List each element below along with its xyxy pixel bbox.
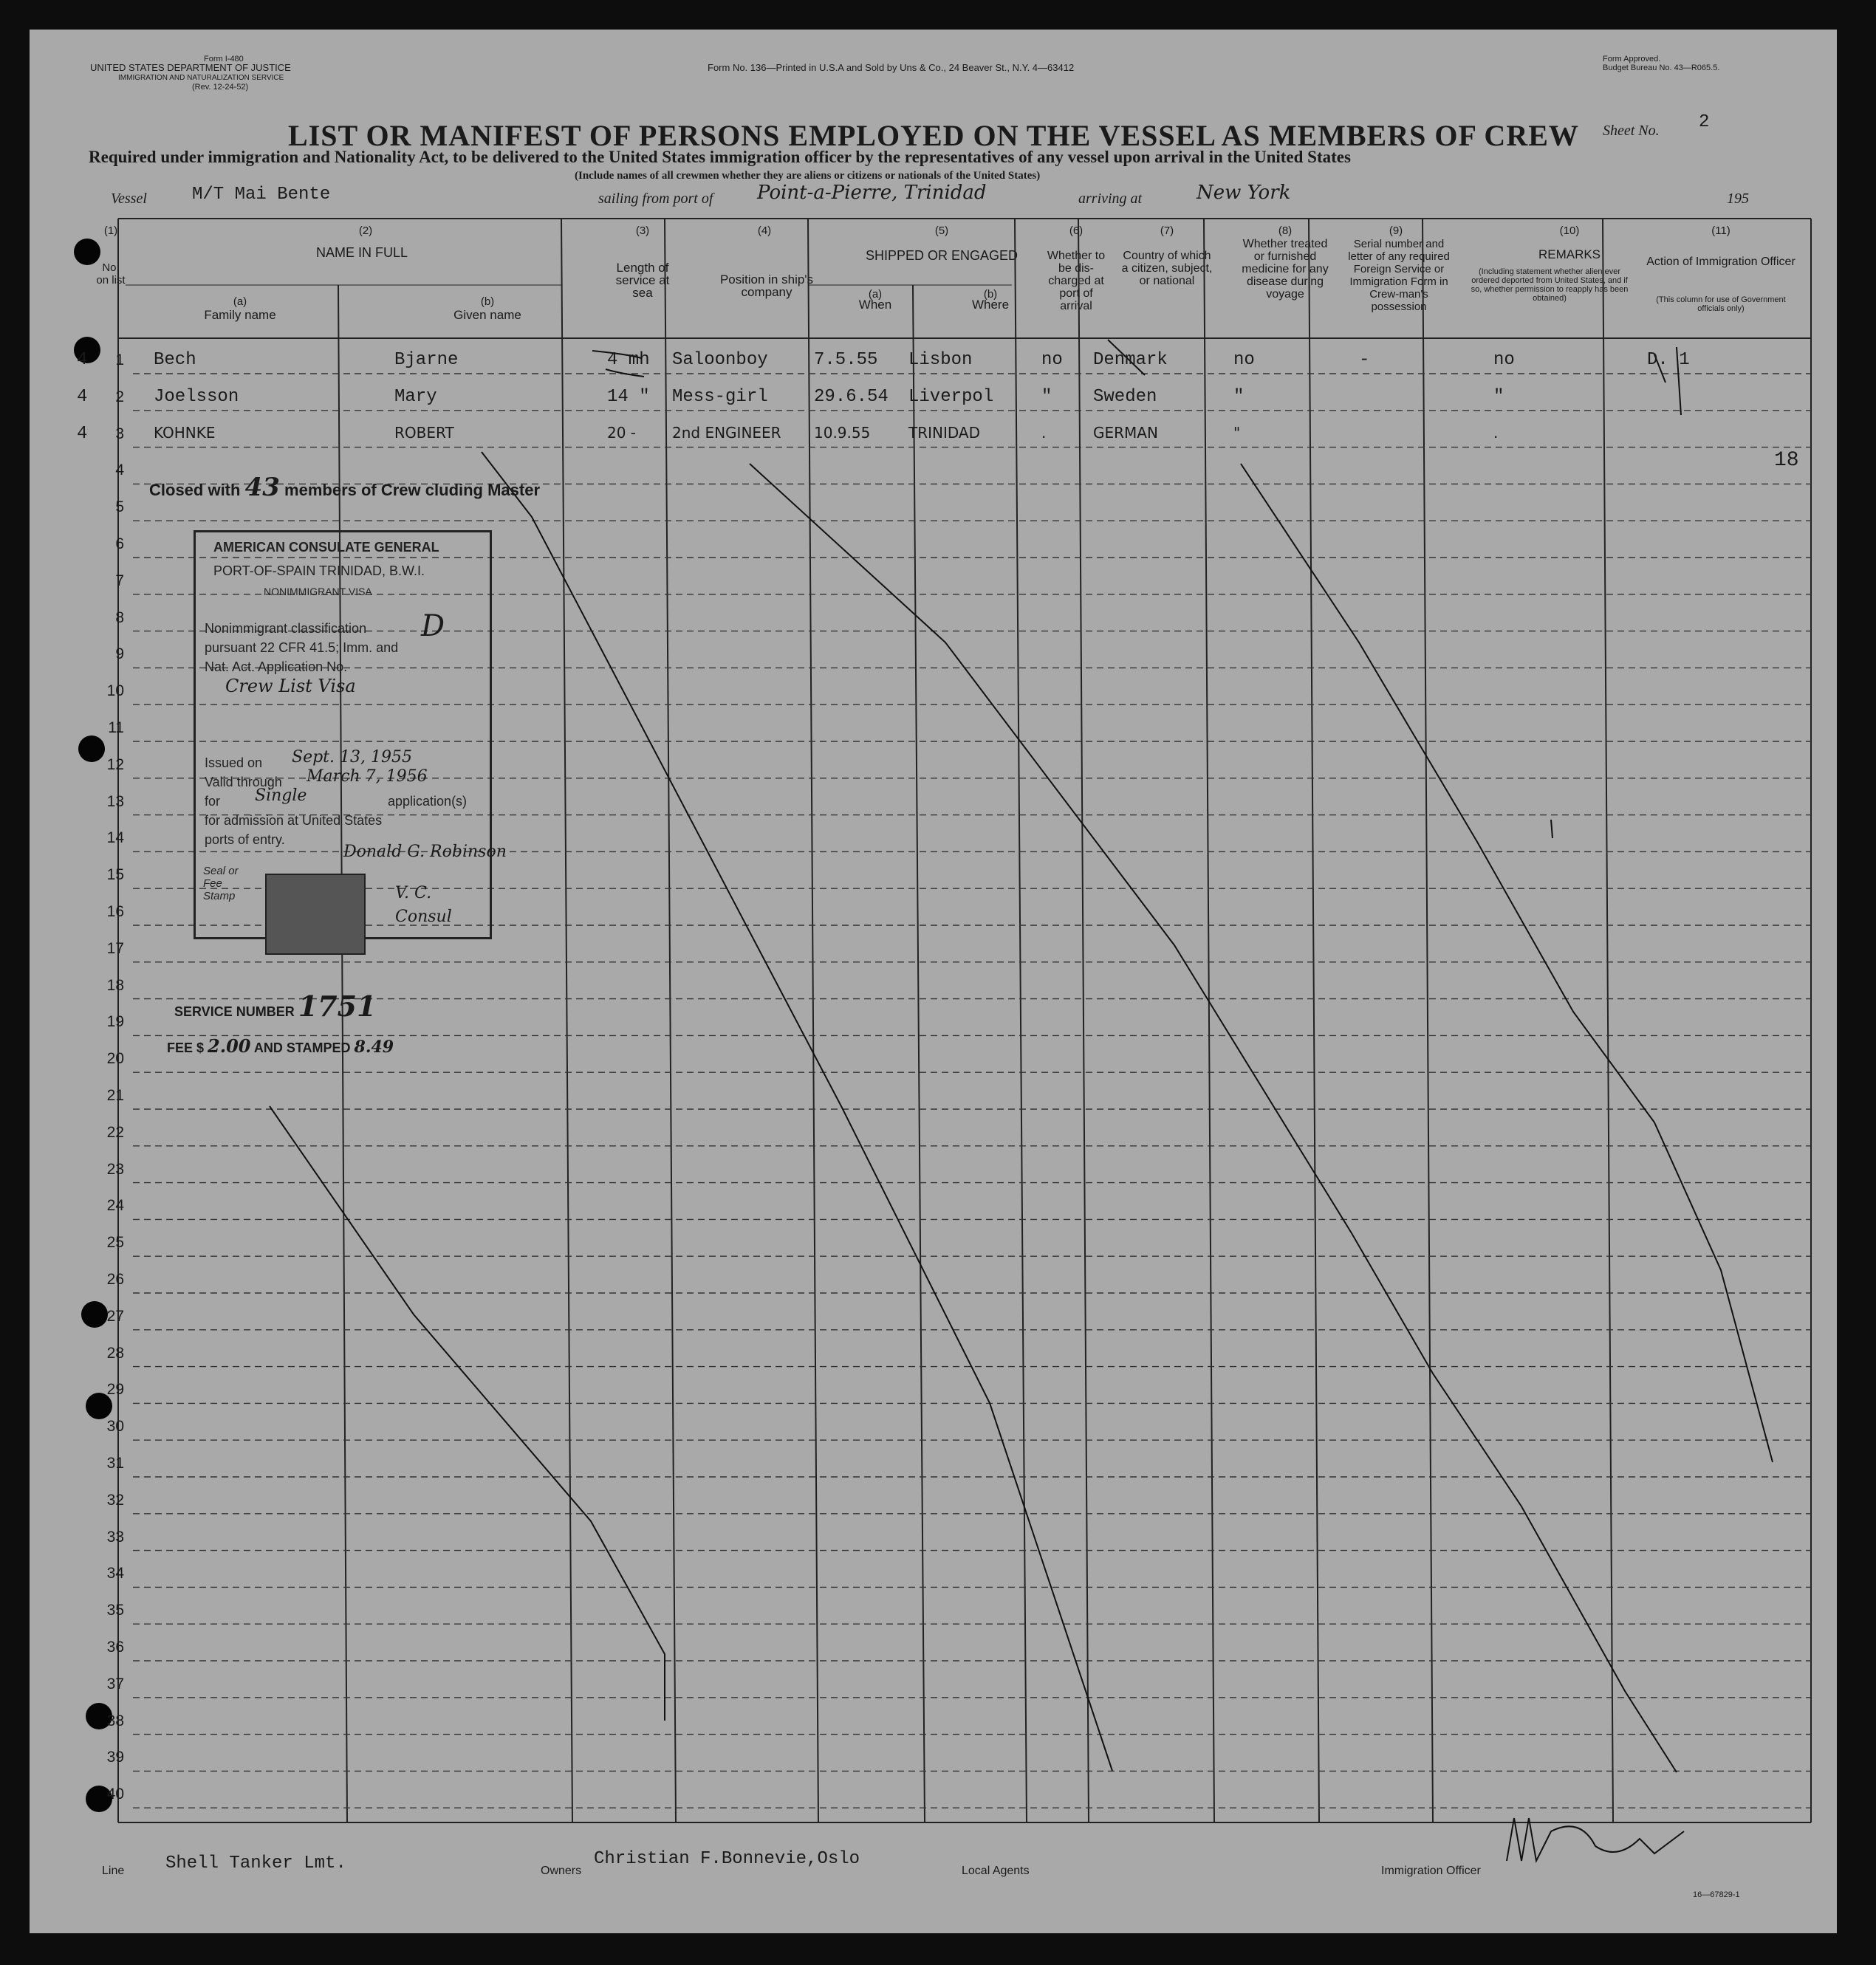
table-grid <box>30 30 1837 1933</box>
row-number: 27 <box>106 1307 124 1325</box>
row-number: 15 <box>106 866 124 884</box>
fee-paid: AND STAMPED <box>253 1040 351 1055</box>
col2b-header: Given name <box>453 308 521 322</box>
col9-number: (9) <box>1389 224 1403 237</box>
vessel-label: Vessel <box>111 191 147 207</box>
row-number: 5 <box>115 498 124 516</box>
country: GERMAN <box>1093 424 1158 442</box>
col10-header: REMARKS <box>1538 247 1601 261</box>
row-number: 26 <box>106 1271 124 1288</box>
sheet-number: 2 <box>1699 112 1710 132</box>
shipped-where: Lisbon <box>908 350 973 370</box>
row-number: 11 <box>108 719 124 736</box>
stamp-consul: Consul <box>395 908 452 926</box>
col5b-number: (b) <box>983 288 998 301</box>
revision-line: (Rev. 12-24-52) <box>192 83 249 92</box>
margin-mark: 18 <box>1774 449 1799 472</box>
col11-note: (This column for use of Government officials only) <box>1656 295 1786 313</box>
row-number: 33 <box>106 1528 124 1546</box>
medicine: no <box>1233 350 1255 370</box>
col1-header: No. on list <box>96 261 126 287</box>
family-name: KOHNKE <box>154 424 216 442</box>
closing-prefix: Closed with <box>149 481 241 499</box>
row-number: 31 <box>106 1455 124 1472</box>
col2-number: (2) <box>358 224 373 237</box>
stamp-valid-label: Valid through <box>205 775 282 789</box>
col6-number: (6) <box>1069 224 1084 237</box>
row-number: 22 <box>106 1123 124 1141</box>
col3-header: Length of service at sea <box>615 261 670 300</box>
service-length: 20 - <box>607 424 637 442</box>
position: 2nd ENGINEER <box>672 424 781 442</box>
row-number: 40 <box>106 1786 124 1803</box>
line-value: Shell Tanker Lmt. <box>165 1853 346 1873</box>
col8-number: (8) <box>1278 224 1293 237</box>
closing-suffix: members of Crew <box>284 481 421 499</box>
row-prefix: 4 <box>77 350 88 370</box>
row-number: 34 <box>106 1565 124 1582</box>
given-name: ROBERT <box>394 424 454 442</box>
year-label: 195 <box>1727 191 1749 207</box>
form-id: Form I-480 <box>204 55 244 64</box>
service-line: IMMIGRATION AND NATURALIZATION SERVICE <box>118 74 284 82</box>
col7-number: (7) <box>1160 224 1174 237</box>
given-name: Mary <box>394 387 437 407</box>
row-number: 7 <box>115 572 124 589</box>
col10-number: (10) <box>1559 224 1580 237</box>
stamp-valid: March 7, 1956 <box>307 767 428 786</box>
subtitle-note: (Include names of all crewmen whether they are aliens or citizens or nationals of the United States) <box>575 170 1041 182</box>
row-number: 1 <box>115 351 124 368</box>
fee-label: FEE $ <box>167 1040 205 1055</box>
immigration-officer-label: Immigration Officer <box>1381 1865 1481 1877</box>
row-number: 14 <box>106 829 124 847</box>
row-number: 17 <box>106 939 124 957</box>
col11-header: Action of Immigration Officer <box>1646 256 1795 268</box>
remarks: " <box>1493 387 1504 407</box>
fee-extra: 8.49 <box>354 1038 394 1057</box>
stamp-signature: Donald G. Robinson <box>343 843 507 861</box>
row-number: 32 <box>106 1491 124 1509</box>
shipped-where: Liverpol <box>908 387 994 407</box>
family-name: Joelsson <box>154 387 239 407</box>
stamp-vice: V. C. <box>395 884 432 902</box>
row-number: 35 <box>106 1602 124 1619</box>
stamp-line1: AMERICAN CONSULATE GENERAL <box>213 540 439 555</box>
form-approved: Form Approved. <box>1603 55 1661 64</box>
col5-number: (5) <box>934 224 949 237</box>
col7-header: Country of which a citizen, subject, or national <box>1121 250 1213 287</box>
row-number: 10 <box>106 682 124 700</box>
row-number: 20 <box>106 1050 124 1068</box>
stamp-application: application(s) <box>388 794 468 809</box>
col5a-number: (a) <box>868 288 883 301</box>
col5-header: SHIPPED OR ENGAGED <box>865 248 1019 263</box>
stamp-line6: Nat. Act. Application No. <box>205 659 348 674</box>
officer-signature <box>1566 1825 1637 1837</box>
service-number: 1751 <box>298 990 377 1023</box>
serial-number: - <box>1359 350 1370 370</box>
stamp-seal-label: Seal or Fee Stamp <box>203 865 239 902</box>
page-title: LIST OR MANIFEST OF PERSONS EMPLOYED ON THE VESSEL AS MEMBERS OF CREW <box>288 119 1579 152</box>
subtitle: Required under immigration and Nationality Act, to be delivered to the United States immigration officer by the representatives of any vessel upon arrival in the United States <box>89 148 1351 166</box>
row-number: 3 <box>115 425 124 442</box>
col10-note: (Including statement whether alien ever ordered deported from United States, and if so, whether permission to reapply has been obtained) <box>1471 267 1629 303</box>
row-number: 30 <box>106 1418 124 1436</box>
row-number: 38 <box>106 1712 124 1729</box>
row-number: 6 <box>115 535 124 552</box>
discharged: no <box>1041 350 1063 370</box>
sailing-port: Point-a-Pierre, Trinidad <box>757 182 987 204</box>
country: Sweden <box>1093 387 1157 407</box>
closing-count: 43 <box>244 473 280 502</box>
row-number: 16 <box>106 903 124 920</box>
stamp-ports: ports of entry. <box>205 832 285 847</box>
col2a-header: Family name <box>204 308 276 322</box>
closing-suffix2: cluding Master <box>425 481 541 499</box>
col2b-number: (b) <box>480 295 495 308</box>
medicine: " <box>1233 387 1245 407</box>
shipped-where: TRINIDAD <box>908 424 981 442</box>
officer-action: D. 1 <box>1647 350 1690 370</box>
family-name: Bech <box>154 350 196 370</box>
row-number: 24 <box>106 1197 124 1215</box>
given-name: Bjarne <box>394 350 459 370</box>
position: Mess-girl <box>672 387 768 407</box>
stamp-issued: Sept. 13, 1955 <box>292 748 412 767</box>
printer-line: Form No. 136—Printed in U.S.A and Sold by Uns & Co., 24 Beaver St., N.Y. 4—63412 <box>708 62 1075 73</box>
owners-label: Owners <box>541 1865 582 1877</box>
stamp-for-label: for <box>205 794 221 809</box>
row-number: 36 <box>106 1639 124 1656</box>
row-number: 13 <box>106 792 124 810</box>
owners-value: Christian F.Bonnevie,Oslo <box>594 1849 860 1869</box>
fee-line <box>167 1035 394 1057</box>
shipped-when: 29.6.54 <box>814 387 889 407</box>
position: Saloonboy <box>672 350 768 370</box>
col4-number: (4) <box>757 224 772 237</box>
service-length: 4 mh <box>607 350 650 370</box>
remarks: no <box>1493 350 1515 370</box>
row-number: 23 <box>106 1160 124 1178</box>
stamp-issued-label: Issued on <box>205 755 263 770</box>
arriving-label: arriving at <box>1078 191 1143 207</box>
row-number: 19 <box>106 1013 124 1031</box>
col8-header: Whether treated or furnished medicine for any disease during voyage <box>1242 238 1329 301</box>
line-label: Line <box>102 1865 125 1877</box>
row-number: 9 <box>115 645 124 663</box>
row-prefix: 4 <box>77 424 88 444</box>
local-agents-label: Local Agents <box>962 1865 1030 1877</box>
row-number: 29 <box>106 1381 124 1399</box>
row-number: 39 <box>106 1749 124 1766</box>
stamp-for-value: Single <box>255 786 307 805</box>
sailing-label: sailing from port of <box>598 191 713 207</box>
row-number: 21 <box>106 1087 124 1104</box>
row-number: 25 <box>106 1234 124 1252</box>
closing-line <box>149 473 540 502</box>
stamp-line2: PORT-OF-SPAIN TRINIDAD, B.W.I. <box>213 563 425 578</box>
vessel-name: M/T Mai Bente <box>192 185 331 205</box>
col9-header: Serial number and letter of any required Foreign Service or Immigration Form in Crew-man's possession <box>1348 238 1450 313</box>
col3-number: (3) <box>635 224 650 237</box>
form-code: 16—67829-1 <box>1693 1890 1740 1899</box>
row-number: 37 <box>106 1675 124 1693</box>
remarks: . <box>1493 424 1499 442</box>
col4-header: Position in ship's company <box>719 272 814 299</box>
row-number: 8 <box>115 608 124 626</box>
row-number: 28 <box>106 1344 124 1362</box>
stamp-admission: for admission at United States <box>205 813 383 828</box>
col1-number: (1) <box>103 224 118 237</box>
sheet-label: Sheet No. <box>1603 123 1660 139</box>
stamp-classification: D <box>421 609 445 643</box>
department-line: UNITED STATES DEPARTMENT OF JUSTICE <box>90 62 291 73</box>
consulate-visa-stamp <box>194 530 507 939</box>
service-length: 14 " <box>607 387 650 407</box>
col2a-number: (a) <box>233 295 247 308</box>
medicine: " <box>1233 424 1241 442</box>
service-label: SERVICE NUMBER <box>174 1004 295 1019</box>
stamp-crew-list: Crew List Visa <box>225 676 356 696</box>
shipped-when: 10.9.55 <box>814 424 871 442</box>
discharged: . <box>1041 424 1047 442</box>
row-prefix: 4 <box>77 387 88 407</box>
row-number: 4 <box>115 462 124 479</box>
stamp-line5: pursuant 22 CFR 41.5; Imm. and <box>205 640 399 655</box>
stamp-classification-label: Nonimmigrant classification <box>205 621 367 636</box>
discharged: " <box>1041 387 1052 407</box>
arriving-port: New York <box>1197 182 1291 204</box>
row-number: 12 <box>106 755 124 773</box>
country: Denmark <box>1093 350 1168 370</box>
budget-bureau: Budget Bureau No. 43—R065.5. <box>1603 64 1720 72</box>
row-number: 18 <box>106 976 124 994</box>
col6-header: Whether to be dis-charged at port of arrival <box>1047 250 1106 312</box>
shipped-when: 7.5.55 <box>814 350 878 370</box>
col5a-header: When <box>858 298 892 312</box>
stamp-line3: NONIMMIGRANT VISA <box>264 586 372 597</box>
fee-stamp-image <box>265 874 366 955</box>
service-number-line <box>174 990 376 1023</box>
row-number: 2 <box>115 388 124 405</box>
fee-value: 2.00 <box>208 1035 251 1057</box>
col5b-header: Where <box>971 298 1010 312</box>
col11-number: (11) <box>1711 224 1730 237</box>
manifest-sheet <box>30 30 1837 1933</box>
col2-header: NAME IN FULL <box>315 245 408 260</box>
